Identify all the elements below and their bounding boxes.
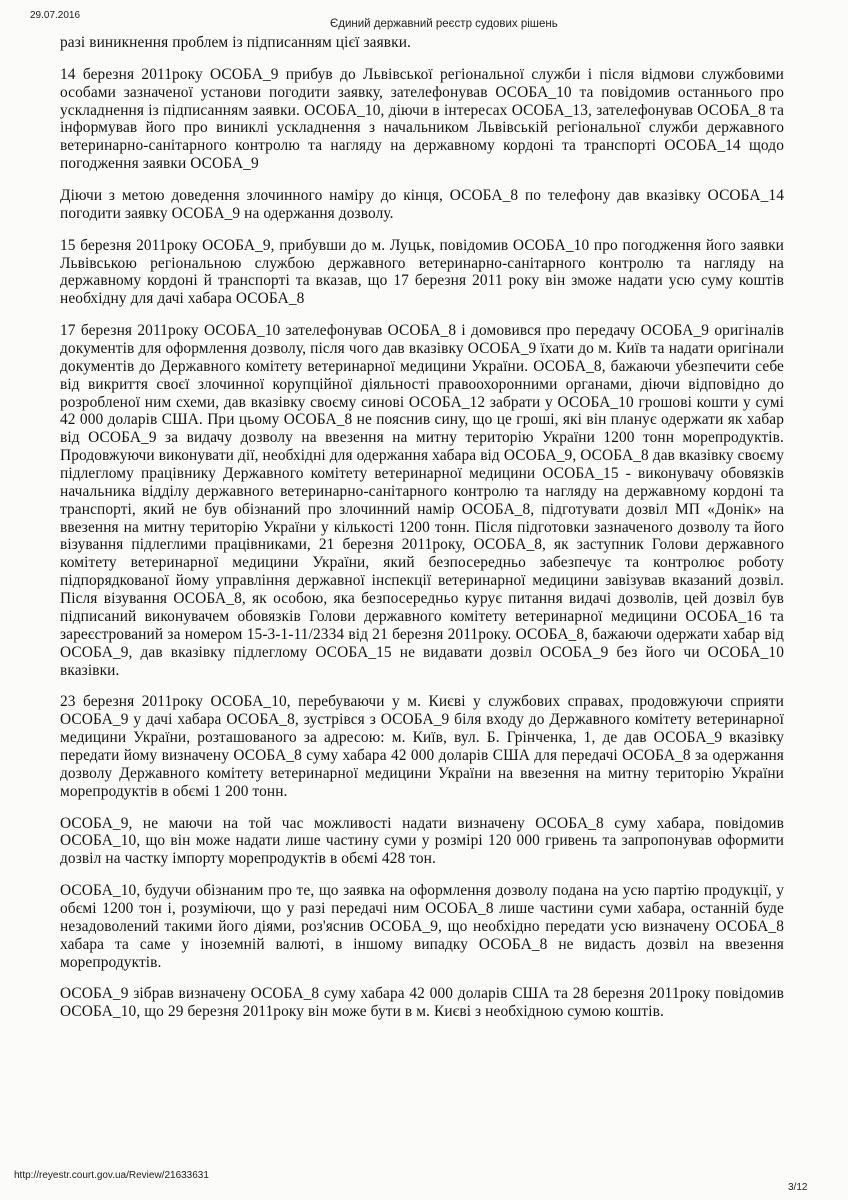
document-body	[60, 34, 784, 1021]
paragraph: разі виникнення проблем із підписанням цієї заявки.	[60, 34, 411, 51]
paragraph: 23 березня 2011року ОСОБА_10, перебуваючи у м. Києві у службових справах, продовжуючи сприяти ОСОБА_9 у дачі хабара ОСОБА_8, зустрівся з ОСОБА_9 біля входу до Державного комітету ветеринарної медицини України, розташованого за адресою: м. Київ, вул. Б. Грінченка, 1, де дав ОСОБА_9 вказівку передати йому визначену ОСОБА_8 суму хабара 42 000 доларів США для передачі ОСОБА_8 за одержання дозволу Державного комітету ветеринарної медицини України на ввезення на митну територію України морепродуктів в обємі 1 200 тонн.	[60, 693, 784, 800]
paragraph: 14 березня 2011року ОСОБА_9 прибув до Львівської регіональної служби і після відмови службовими особами зазначеної установи погодити заявку, зателефонував ОСОБА_10 та повідомив останнього про ускладнення із підписанням заявки. ОСОБА_10, діючи в інтересах ОСОБА_13, зателефонував ОСОБА_8 та інформував його про виниклі ускладнення з начальником Львівській регіональної служби державного ветеринарно-санітарного контролю та нагляду на державному кордоні та транспорті ОСОБА_14 щодо погодження заявки ОСОБА_9	[60, 65, 784, 173]
paragraph: ОСОБА_9, не маючи на той час можливості надати визначену ОСОБА_8 суму хабара, повідомив ОСОБА_10, що він може надати лише частину суми у розмірі 120 000 гривень та запропонував оформити дозвіл на частку імпорту морепродуктів в обємі 428 тон.	[60, 814, 784, 868]
paragraph: ОСОБА_10, будучи обізнаним про те, що заявка на оформлення дозволу подана на усю партію продукції, у обємі 1200 тон і, розуміючи, що у разі передачі ним ОСОБА_8 лише частини суми хабара, останній буде незадоволений такими його діями, роз'яснив ОСОБА_9, що необхідно передати усю визначену ОСОБА_8 хабара та саме у іноземній валюті, в іншому випадку ОСОБА_8 не видасть дозвіл на ввезення морепродуктів.	[60, 882, 784, 971]
paragraph: 15 березня 2011року ОСОБА_9, прибувши до м. Луцьк, повідомив ОСОБА_10 про погодження його заявки Львівською регіональною службою державного ветеринарно-санітарного контролю та нагляду на державному кордоні й транспорті та вказав, що 17 березня 2011 року він зможе надати усю суму коштів необхідну для дачі хабара ОСОБА_8	[60, 236, 784, 308]
paragraph: 17 березня 2011року ОСОБА_10 зателефонував ОСОБА_8 і домовився про передачу ОСОБА_9 оригіналів документів для оформлення дозволу, після чого дав вказівку ОСОБА_9 їхати до м. Київ та надати оригінали документів до Державного комітету ветеринарної медицини України. ОСОБА_8, бажаючи убезпечити себе від викриття своєї злочинної корупційної діяльності правоохоронними органами, діючи відповідно до розробленої ним схеми, дав вказівку своєму синові ОСОБА_12 забрати у ОСОБА_10 грошові кошти у сумі 42 000 доларів США. При цьому ОСОБА_8 не пояснив сину, що це гроші, які він планує одержати як хабар від ОСОБА_9 за видачу дозволу на ввезення на митну територію України 1200 тонн морепродуктів. Продовжуючи виконувати дії, необхідні для одержання хабара від ОСОБА_9, ОСОБА_8 дав вказівку своєму підлеглому працівнику Державного комітету ветеринарної медицини ОСОБА_15 - виконувачу обовязків начальника відділу державного ветеринарно-санітарного контролю та нагляду на державному кордоні та транспорті, який не був обізнаний про злочинний намір ОСОБА_8, підготувати дозвіл МП «Донік» на ввезення на митну територію України у кількості 1200 тонн. Після підготовки зазначеного дозволу та його візування підлеглими працівниками, 21 березня 2011року, ОСОБА_8, як заступник Голови державного комітету ветеринарної медицини України, який безпосередньо забезпечує та контролює роботу підпорядкованої йому управління державної інспекції ветеринарної медицини завізував вказаний дозвіл. Після візування ОСОБА_8, як особою, яка безпосередньо курує питання видачі дозволів, цей дозвіл був підписаний виконувачем обовязків Голови державного комітету ветеринарної медицини ОСОБА_16 та зареєстрований за номером 15-3-1-11/2334 від 21 березня 2011року. ОСОБА_8, бажаючи одержати хабар від ОСОБА_9, дав вказівку підлеглому ОСОБА_15 не видавати дозвіл ОСОБА_9 без його чи ОСОБА_10 вказівки.	[60, 322, 784, 679]
paragraph: Діючи з метою доведення злочинного наміру до кінця, ОСОБА_8 по телефону дав вказівку ОСОБА_14 погодити заявку ОСОБА_9 на одержання дозволу.	[60, 187, 784, 222]
page-number: 3/12	[788, 1182, 808, 1193]
footer-url: http://reyestr.court.gov.ua/Review/21633631	[14, 1170, 209, 1181]
header-date: 29.07.2016	[30, 10, 81, 21]
header-title: Єдиний державний реєстр судових рішень	[330, 18, 558, 30]
paragraph: ОСОБА_9 зібрав визначену ОСОБА_8 суму хабара 42 000 доларів США та 28 березня 2011року повідомив ОСОБА_10, що 29 березня 2011року він може бути в м. Києві з необхідною сумою коштів.	[60, 985, 784, 1021]
